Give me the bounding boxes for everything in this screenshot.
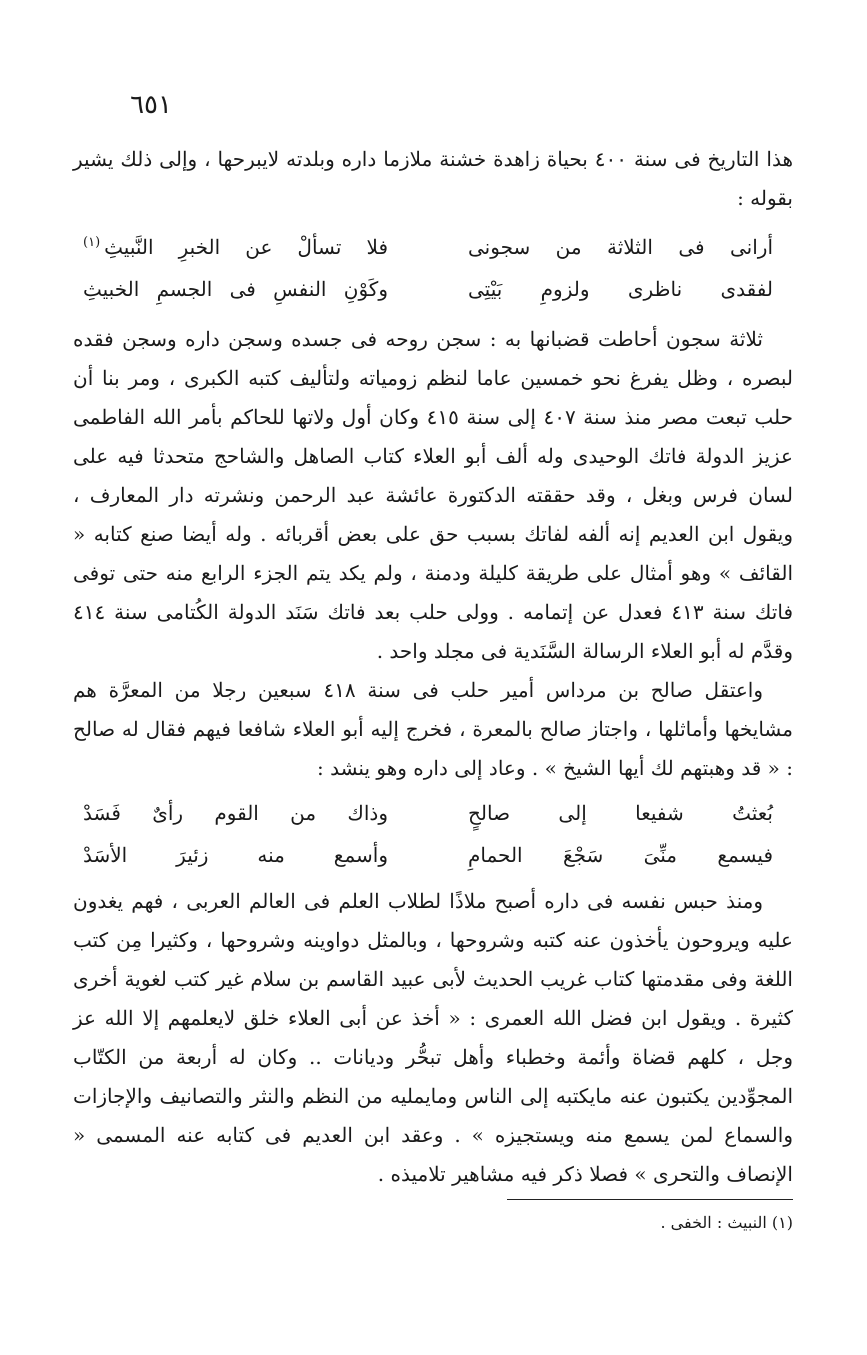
first-hemistich: بُعثتُ شفيعا إلى صالحٍ [468,801,773,825]
body-paragraph-2: ثلاثة سجون أحاطت قضبانها به : سجن روحه فى جسده وسجن داره وسجن فقده لبصره ، وظل يفرغ نحو خمسين عاما لنظم زومياته ولتأليف كتبه الكبرى ، ومر بنا أن حلب تبعت مصر منذ سنة ٤٠٧ إلى سنة ٤١٥ وكان أول ولاتها للحاكم بأمر الله الفاطمى عزيز الدولة فاتك الوحيدى وله ألف أبو العلاء كتاب الصاهل والشاحج متحدثا فيه على لسان فرس وبغل ، وقد حققته الدكتورة عائشة عبد الرحمن ونشرته دار المعارف ، ويقول ابن العديم إنه ألفه لفاتك بسبب حق على بعض أقربائه . وله أيضا صنع كتابه « القائف » وهو أمثال على طريقة كليلة ودمنة ، ولم يكد يتم الجزء الرابع منه حتى توفى فاتك سنة ٤١٣ فعدل عن إتمامه . وولى حلب بعد فاتك سَنَد الدولة الكُتامى سنة ٤١٤ وقدَّم له أبو العلاء الرسالة السَّنَدية فى مجلد واحد . [73,327,793,663]
second-hemistich: وكَوْنِ النفسِ فى الجسمِ الخبيثِ [83,277,388,301]
first-hemistich: أرانى فى الثلاثة من سجونى [468,235,773,259]
first-hemistich: فيسمع منِّىَ سَجْعَ الحمامِ [468,843,773,867]
main-text [73,140,793,1194]
poem-one-verse-two [73,268,793,310]
body-paragraph-3: واعتقل صالح بن مرداس أمير حلب فى سنة ٤١٨ سبعين رجلا من المعرَّة هم مشايخها وأماثلها ، واجتاز صالح بالمعرة ، فخرج إليه أبو العلاء شافعا فيهم فقال له صالح : « قد وهبتهم لك أيها الشيخ » . وعاد إلى داره وهو ينشد : [73,678,793,780]
first-hemistich: لفقدى ناظرى ولزومِ بَيْتِى [468,277,773,301]
footnote: (١) النبيث : الخفى . [660,1213,793,1232]
footnote-marker: (١) [83,235,101,251]
poem-two-verse-two [73,834,793,876]
poem-one-verse-one [73,226,793,268]
footnote-divider [507,1199,793,1200]
poem-two [73,792,793,876]
poem-two-verse-one [73,792,793,834]
second-hemistich: وأسمع منه زئيرَ الأسَدْ [83,843,388,867]
body-paragraph-4: ومنذ حبس نفسه فى داره أصبح ملاذًا لطلاب العلم فى العالم العربى ، فهم يغدون عليه ويروحون يأخذون عنه كتبه وشروحها ، وبالمثل دواوينه وشروحها ، وكثيرا مِن كتب اللغة وفى مقدمتها كتاب غريب الحديث لأبى عبيد القاسم بن سلام غير كتب لغوية أخرى كثيرة . ويقول ابن فضل الله العمرى : « أخذ عن أبى العلاء خلق لايعلمهم إلا الله عز وجل ، كلهم قضاة وأئمة وخطباء وأهل تبحُّر وديانات .. وكان له أربعة من الكتّاب المجوِّدين يكتبون عنه مايكتبه إلى الناس ومايمليه من النظم والنثر والتصانيف والإجازات والسماع لمن يسمع منه ويستجيزه » . وعقد ابن العديم فى كتابه عنه المسمى « الإنصاف والتحرى » فصلا ذكر فيه مشاهير تلاميذه . [73,889,793,1186]
page-number: ٦٥١ [130,90,172,120]
second-hemistich: فلا تسألْ عن الخبرِ النَّبيثِ$^{(١)}$ [83,235,388,259]
second-hemistich: وذاك من القوم رأىٌ فَسَدْ [83,801,388,825]
intro-paragraph: هذا التاريخ فى سنة ٤٠٠ بحياة زاهدة خشنة ملازما داره وبلدته لايبرحها ، وإلى ذلك يشير بقوله : [73,147,793,210]
poem-one [73,226,793,310]
